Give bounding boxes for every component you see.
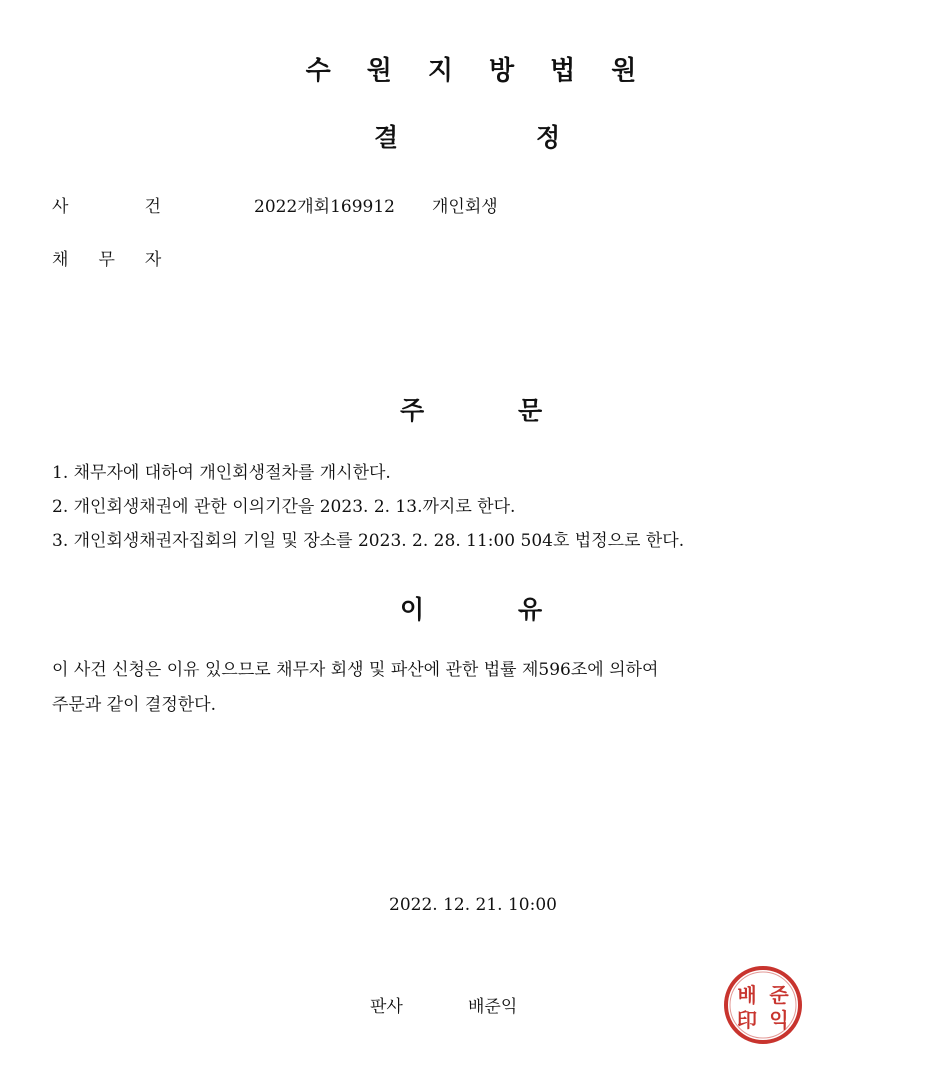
judge-title: 판사 <box>370 997 403 1017</box>
case-label-char: 사 <box>52 197 69 217</box>
debtor-label-char: 채 <box>52 250 69 270</box>
case-label <box>52 192 161 217</box>
reason-text: 주문과 같이 결정한다. <box>52 695 217 715</box>
reason-text: 이 사건 신청은 이유 있으므로 채무자 회생 및 파산에 관한 법률 제596조에 의하여 <box>52 660 659 680</box>
reason-heading <box>0 590 946 624</box>
order-item: 3. 개인회생채권자집회의 기일 및 장소를 2023. 2. 28. 11:00 504호 법정으로 한다. <box>52 531 685 551</box>
order-heading <box>0 391 946 425</box>
court-name <box>0 50 946 87</box>
debtor-label-char: 무 <box>98 250 115 270</box>
court-name-char: 수 <box>305 56 335 86</box>
order-item: 1. 채무자에 대하여 개인회생절차를 개시한다. <box>52 463 391 483</box>
debtor-label <box>52 245 161 270</box>
order-heading-char: 문 <box>518 396 543 425</box>
reason-heading-char: 이 <box>400 595 425 624</box>
reason-heading-char: 유 <box>518 595 543 624</box>
document-title <box>0 118 946 152</box>
order-heading-char: 주 <box>400 396 425 425</box>
judge-seal-stamp <box>722 964 804 1046</box>
case-type: 개인회생 <box>432 197 498 217</box>
court-name-char: 원 <box>366 56 396 86</box>
court-name-char: 지 <box>427 56 457 86</box>
debtor-label-char: 자 <box>144 250 162 270</box>
seal-char: 익 <box>769 1008 789 1032</box>
seal-char: 印 <box>737 1008 757 1032</box>
seal-char: 배 <box>737 983 757 1007</box>
court-name-char: 법 <box>550 56 580 86</box>
order-item: 2. 개인회생채권에 관한 이의기간을 2023. 2. 13.까지로 한다. <box>52 497 516 517</box>
document-title-char: 결 <box>374 123 399 152</box>
case-number: 2022개회169912 <box>254 197 396 217</box>
seal-char: 준 <box>769 983 789 1007</box>
court-name-char: 방 <box>489 56 519 86</box>
judge-name: 배준익 <box>468 997 518 1017</box>
document-title-char: 정 <box>536 123 561 152</box>
decision-date: 2022. 12. 21. 10:00 <box>389 895 557 915</box>
case-label-char: 건 <box>144 197 161 217</box>
court-name-char: 원 <box>611 56 641 86</box>
